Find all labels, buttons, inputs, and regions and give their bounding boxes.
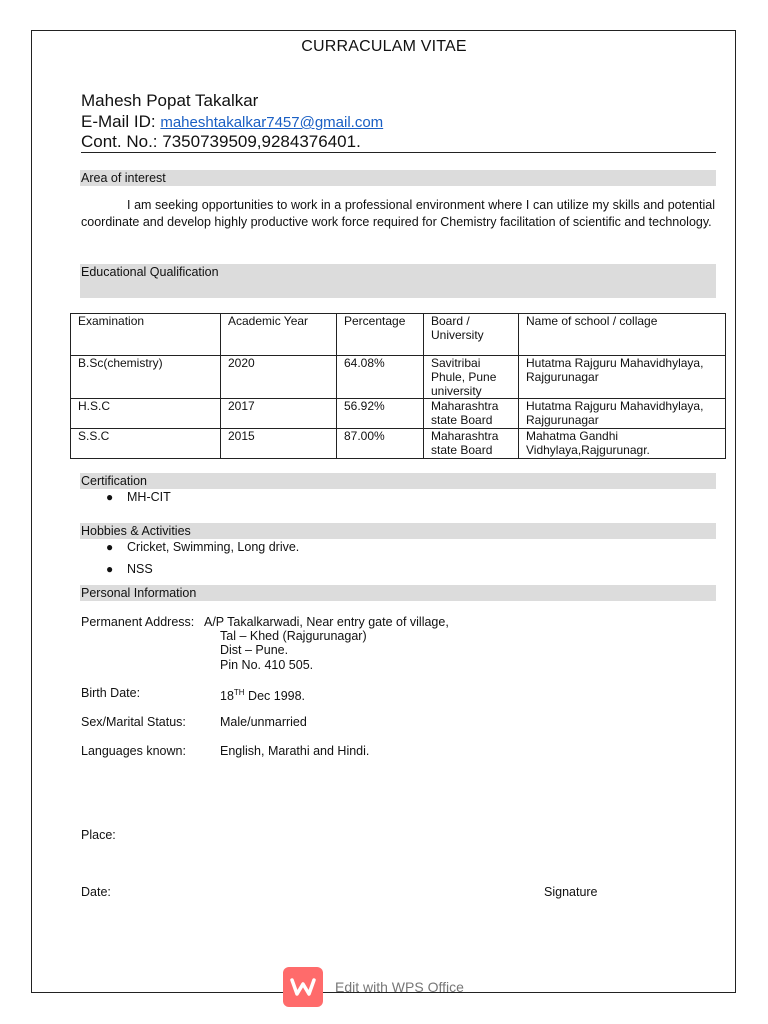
bullet-icon: ● <box>106 540 114 554</box>
table-row <box>71 356 726 399</box>
hobby-item: Cricket, Swimming, Long drive. <box>127 540 300 554</box>
table-cell: 2017 <box>221 399 337 429</box>
table-row <box>71 429 726 459</box>
bullet-icon: ● <box>106 562 114 576</box>
table-header: Percentage <box>337 314 424 356</box>
wps-watermark <box>283 967 483 1007</box>
table-header: Examination <box>71 314 221 356</box>
document-title: CURRACULAM VITAE <box>301 38 467 55</box>
table-cell: Maharashtra state Board <box>424 429 519 459</box>
table-cell: Savitribai Phule, Pune university <box>424 356 519 399</box>
birth-day-suffix: TH <box>233 688 245 697</box>
table-cell: B.Sc(chemistry) <box>71 356 221 399</box>
section-heading-personal-info: Personal Information <box>80 585 716 601</box>
section-heading-hobbies: Hobbies & Activities <box>80 523 716 539</box>
section-heading-area-of-interest: Area of interest <box>80 170 716 186</box>
area-of-interest-text: I am seeking opportunities to work in a professional environment where I can utilize my skills and potential coordinate and develop highly productive work force required for Chemistry facilitation of scientific and technology. <box>81 198 715 229</box>
wps-w-icon <box>283 967 323 1007</box>
table-cell: Hutatma Rajguru Mahavidhylaya, Rajgurunagar <box>519 399 726 429</box>
table-header-row <box>71 314 726 356</box>
table-cell: Hutatma Rajguru Mahavidhylaya, Rajgurunagar <box>519 356 726 399</box>
section-heading-education: Educational Qualification <box>80 264 716 298</box>
table-cell: 56.92% <box>337 399 424 429</box>
birth-day: 18 <box>220 689 234 704</box>
address-line: Dist – Pune. <box>220 643 289 657</box>
email-label: E-Mail ID: <box>81 112 161 131</box>
table-header: Board / University <box>424 314 519 356</box>
table-row <box>71 399 726 429</box>
address-line: A/P Takalkarwadi, Near entry gate of village, <box>204 615 449 629</box>
table-header: Name of school / collage <box>519 314 726 356</box>
birth-date-value <box>220 686 305 704</box>
table-cell: Maharashtra state Board <box>424 399 519 429</box>
candidate-name: Mahesh Popat Takalkar <box>81 91 259 110</box>
address-line: Tal – Khed (Rajgurunagar) <box>220 629 367 643</box>
table-cell: Mahatma Gandhi Vidhylaya,Rajgurunagr. <box>519 429 726 459</box>
wps-watermark-text: Edit with WPS Office <box>335 979 464 995</box>
languages-value: English, Marathi and Hindi. <box>220 744 370 758</box>
place-label: Place: <box>81 828 116 842</box>
table-cell: 87.00% <box>337 429 424 459</box>
education-table <box>70 313 726 459</box>
table-cell: 64.08% <box>337 356 424 399</box>
list-item <box>106 562 153 576</box>
email-link[interactable]: maheshtakalkar7457@gmail.com <box>160 114 384 131</box>
table-cell: 2015 <box>221 429 337 459</box>
languages-label: Languages known: <box>81 744 186 758</box>
bullet-icon: ● <box>106 490 114 504</box>
header-divider <box>81 152 716 153</box>
sex-status-value: Male/unmarried <box>220 715 307 729</box>
certification-item: MH-CIT <box>127 490 171 504</box>
list-item <box>106 490 171 504</box>
table-cell: H.S.C <box>71 399 221 429</box>
table-cell: 2020 <box>221 356 337 399</box>
date-label: Date: <box>81 885 111 899</box>
contact-number: Cont. No.: 7350739509,9284376401. <box>81 132 361 151</box>
list-item <box>106 540 300 554</box>
section-heading-certification: Certification <box>80 473 716 489</box>
table-cell: S.S.C <box>71 429 221 459</box>
birth-date-label: Birth Date: <box>81 686 141 700</box>
address-line: Pin No. 410 505. <box>220 658 314 672</box>
email-line <box>81 112 383 132</box>
address-label: Permanent Address: <box>81 615 195 629</box>
hobby-item: NSS <box>127 562 153 576</box>
birth-month-year: Dec 1998. <box>244 689 306 704</box>
signature-label: Signature <box>544 885 598 899</box>
table-header: Academic Year <box>221 314 337 356</box>
sex-status-label: Sex/Marital Status: <box>81 715 186 729</box>
wps-logo-icon <box>283 967 323 1007</box>
